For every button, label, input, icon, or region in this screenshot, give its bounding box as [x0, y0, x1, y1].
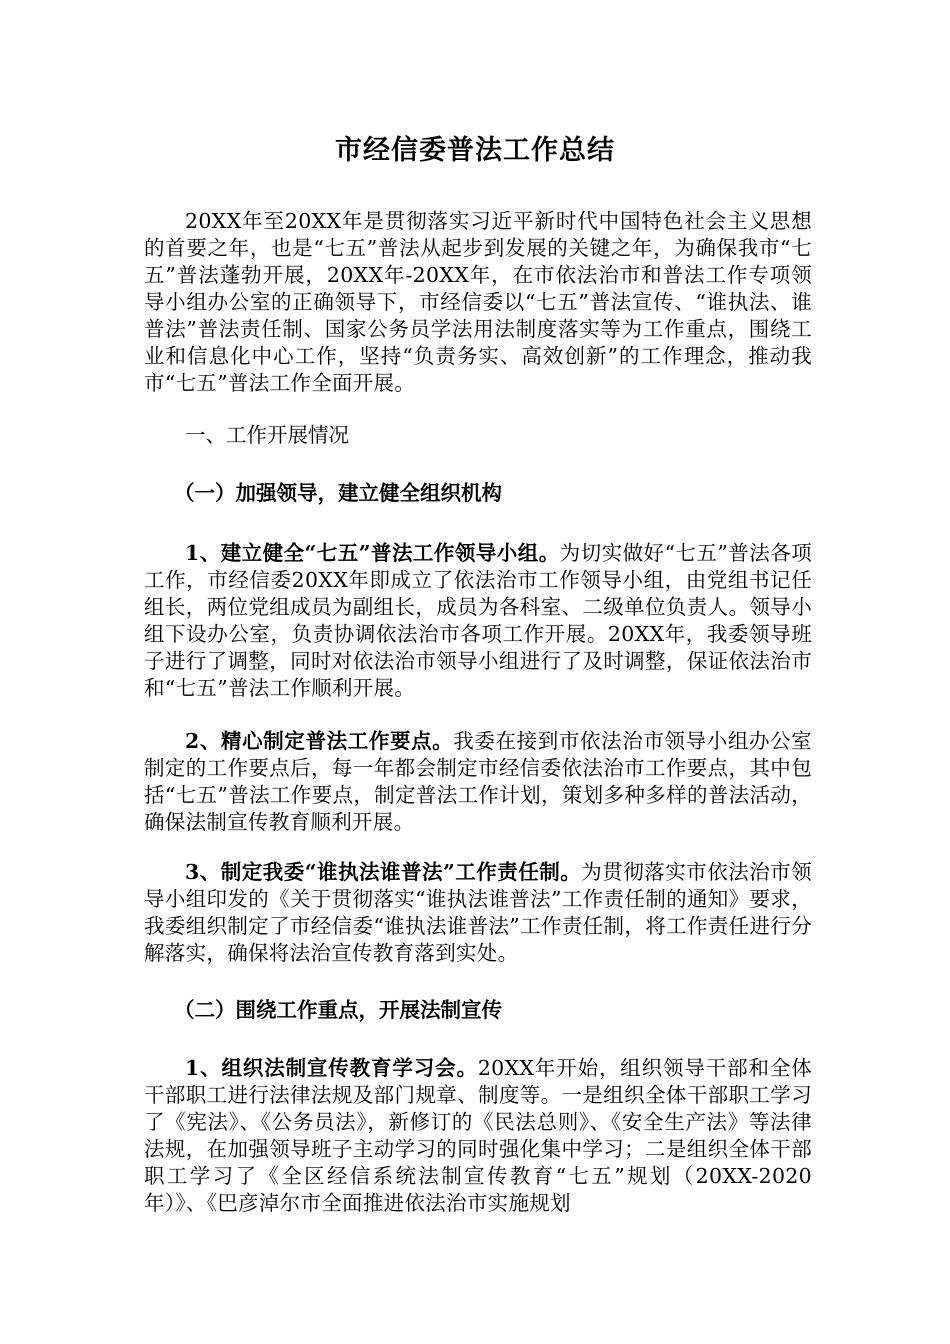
paragraph-4-body: 20XX年开始，组织领导干部和全体干部职工进行法律法规及部门规章、制度等。一是组织全体干部职工学习了《宪法》、《公务员法》，新修订的《民法总则》、《安全生产法》等法律法规，在加强领导班子主动学习的同时强化集中学习；二是组织全体干部职工学习了《全区经信系统法制宣传教育“七五”规划（20XX-2020年）》、《巴彦淖尔市全面推进依法治市实施规划 [144, 1056, 812, 1215]
paragraph-3-body: 为贯彻落实市依法治市领导小组印发的《关于贯彻落实“谁执法谁普法”工作责任制的通知》要求，我委组织制定了市经信委“谁执法谁普法”工作责任制，将工作责任进行分解落实，确保将法治宣传教育落到实处。 [144, 860, 812, 965]
paragraph-3 [144, 859, 812, 967]
document-title: 市经信委普法工作总结 [335, 135, 615, 166]
subsection-heading-1: （一）加强领导，建立健全组织机构 [174, 481, 502, 505]
paragraph-2-lead: 2、精心制定普法工作要点。 [185, 729, 454, 753]
intro-paragraph: 20XX年至20XX年是贯彻落实习近平新时代中国特色社会主义思想的首要之年，也是“七五”普法从起步到发展的关键之年，为确保我市“七五”普法蓬勃开展，20XX年-20XX年，在市依法治市和普法工作专项领导小组办公室的正确领导下，市经信委以“七五”普法宣传、“谁执法、谁普法”普法责任制、国家公务员学法用法制度落实等为工作重点，围绕工业和信息化中心工作，坚持“负责务实、高效创新”的工作理念，推动我市“七五”普法工作全面开展。 [144, 209, 812, 395]
paragraph-2 [144, 728, 812, 836]
paragraph-1 [144, 540, 812, 702]
paragraph-1-body: 为切实做好“七五”普法各项工作，市经信委20XX年即成立了依法治市工作领导小组，由党组书记任组长，两位党组成员为副组长，成员为各科室、二级单位负责人。领导小组下设办公室，负责协调依法治市各项工作开展。20XX年，我委领导班子进行了调整，同时对依法治市领导小组进行了及时调整，保证依法治市和“七五”普法工作顺利开展。 [144, 541, 812, 700]
subsection-heading-2: （二）围绕工作重点，开展法制宣传 [174, 998, 502, 1022]
paragraph-4 [144, 1055, 812, 1217]
paragraph-2-body: 我委在接到市依法治市领导小组办公室制定的工作要点后，每一年都会制定市经信委依法治市工作要点，其中包括“七五”普法工作要点，制定普法工作计划，策划多种多样的普法活动，确保法制宣传教育顺利开展。 [144, 729, 812, 834]
paragraph-4-lead: 1、组织法制宣传教育学习会。 [185, 1056, 478, 1080]
section-heading-1: 一、工作开展情况 [185, 423, 349, 447]
paragraph-3-lead: 3、制定我委“谁执法谁普法”工作责任制。 [185, 860, 582, 884]
paragraph-1-lead: 1、建立健全“七五”普法工作领导小组。 [185, 541, 560, 565]
